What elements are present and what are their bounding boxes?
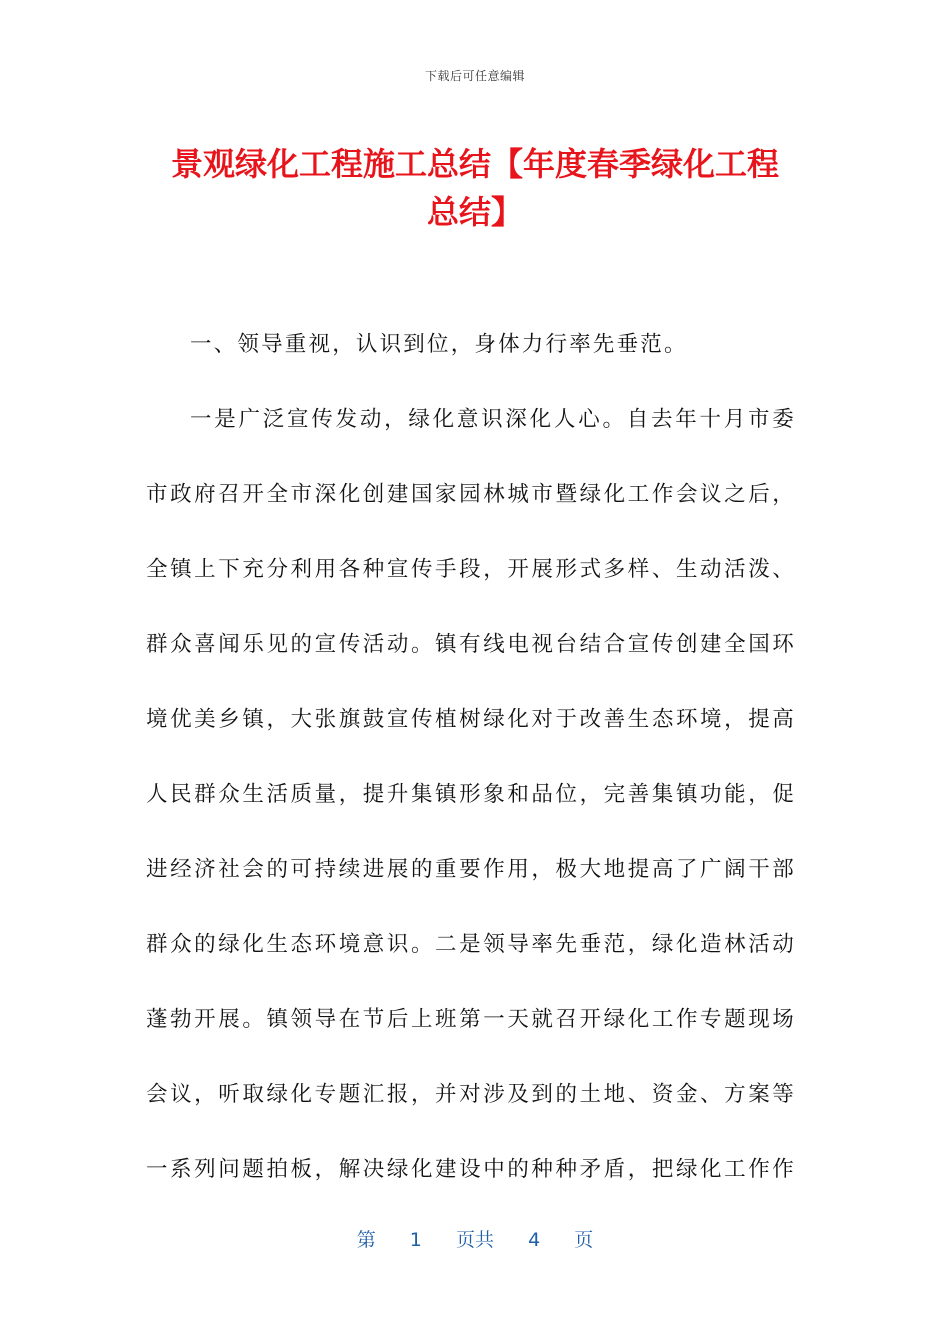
body-text [146, 325, 796, 1225]
paragraph-line: 境优美乡镇，大张旗鼓宣传植树绿化对于改善生态环境，提高 [146, 707, 796, 732]
title-line-2: 总结】 [426, 193, 523, 231]
document-title [130, 140, 820, 236]
paragraph-line: 进经济社会的可持续进展的重要作用，极大地提高了广阔干部 [146, 857, 796, 882]
paragraph-line: 会议，听取绿化专题汇报，并对涉及到的土地、资金、方案等 [146, 1082, 796, 1107]
footer-middle: 页共 [455, 1229, 494, 1251]
section-heading: 一、领导重视，认识到位，身体力行率先垂范。 [190, 332, 688, 357]
footer-total-pages: 4 [528, 1229, 541, 1251]
paragraph-line: 人民群众生活质量，提升集镇形象和品位，完善集镇功能，促 [146, 782, 796, 807]
paragraph-line: 群众喜闻乐见的宣传活动。镇有线电视台结合宣传创建全国环 [146, 632, 796, 657]
page-footer [0, 1225, 950, 1252]
paragraph-line: 群众的绿化生态环境意识。二是领导率先垂范，绿化造林活动 [146, 932, 796, 957]
paragraph-line: 全镇上下充分利用各种宣传手段，开展形式多样、生动活泼、 [146, 557, 796, 582]
footer-suffix: 页 [574, 1229, 594, 1251]
footer-prefix: 第 [356, 1229, 376, 1251]
header-note: 下载后可任意编辑 [424, 69, 525, 83]
title-line-1: 景观绿化工程施工总结【年度春季绿化工程 [170, 145, 779, 183]
footer-page-number: 1 [409, 1229, 422, 1251]
paragraph-line: 一系列问题拍板，解决绿化建设中的种种矛盾，把绿化工作作 [146, 1157, 796, 1182]
paragraph-line: 市政府召开全市深化创建国家园林城市暨绿化工作会议之后， [146, 482, 796, 507]
paragraph-line: 一是广泛宣传发动，绿化意识深化人心。自去年十月市委 [190, 407, 796, 432]
paragraph-line: 蓬勃开展。镇领导在节后上班第一天就召开绿化工作专题现场 [146, 1007, 796, 1032]
